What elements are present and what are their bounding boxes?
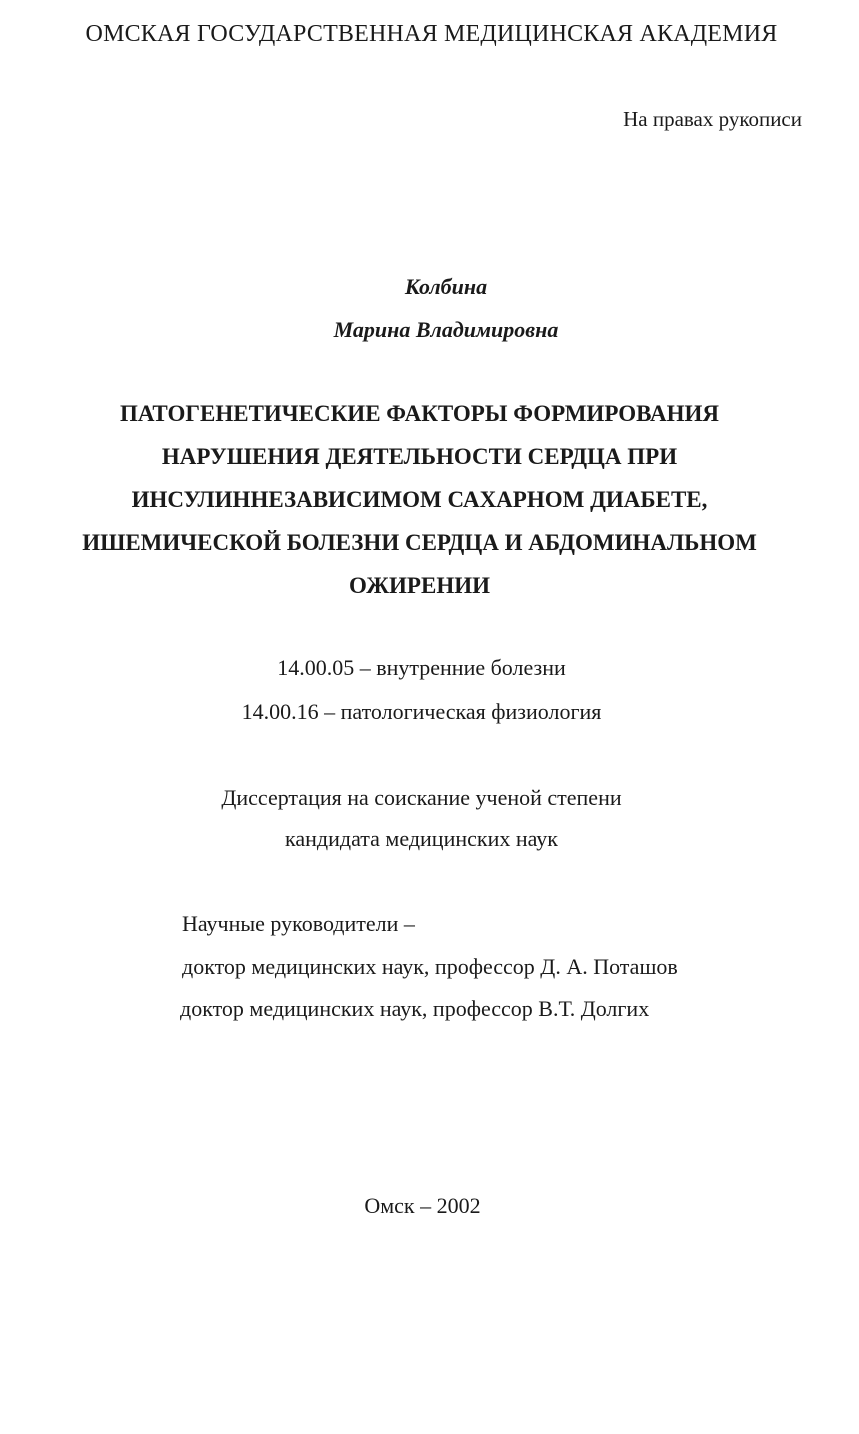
author-surname: Колбина [404,274,488,299]
title-line: ИШЕМИЧЕСКОЙ БОЛЕЗНИ СЕРДЦА И АБДОМИНАЛЬНОМ [82,530,757,555]
specialty-code: 14.00.05 – внутренние болезни [277,655,566,680]
author-given-names: Марина Владимировна [333,317,559,342]
rights-note: На правах рукописи [623,107,802,131]
supervisors-heading: Научные руководители – [182,911,415,936]
title-line: ОЖИРЕНИИ [348,573,490,598]
institution-name: ОМСКАЯ ГОСУДАРСТВЕННАЯ МЕДИЦИНСКАЯ АКАДЕМИЯ [85,21,778,47]
place-and-year: Омск – 2002 [364,1193,481,1218]
title-line: ИНСУЛИННЕЗАВИСИМОМ САХАРНОМ ДИАБЕТЕ, [131,487,708,512]
title-line: ПАТОГЕНЕТИЧЕСКИЕ ФАКТОРЫ ФОРМИРОВАНИЯ [119,401,720,426]
supervisor-entry: доктор медицинских наук, профессор В.Т. Долгих [180,996,650,1021]
degree-statement: Диссертация на соискание ученой степени [221,785,622,810]
title-line: НАРУШЕНИЯ ДЕЯТЕЛЬНОСТИ СЕРДЦА ПРИ [161,444,678,469]
supervisor-entry: доктор медицинских наук, профессор Д. А. Поташов [182,954,678,979]
degree-name: кандидата медицинских наук [285,826,558,851]
dissertation-title [0,400,839,615]
specialty-code: 14.00.16 – патологическая физиология [241,699,602,724]
